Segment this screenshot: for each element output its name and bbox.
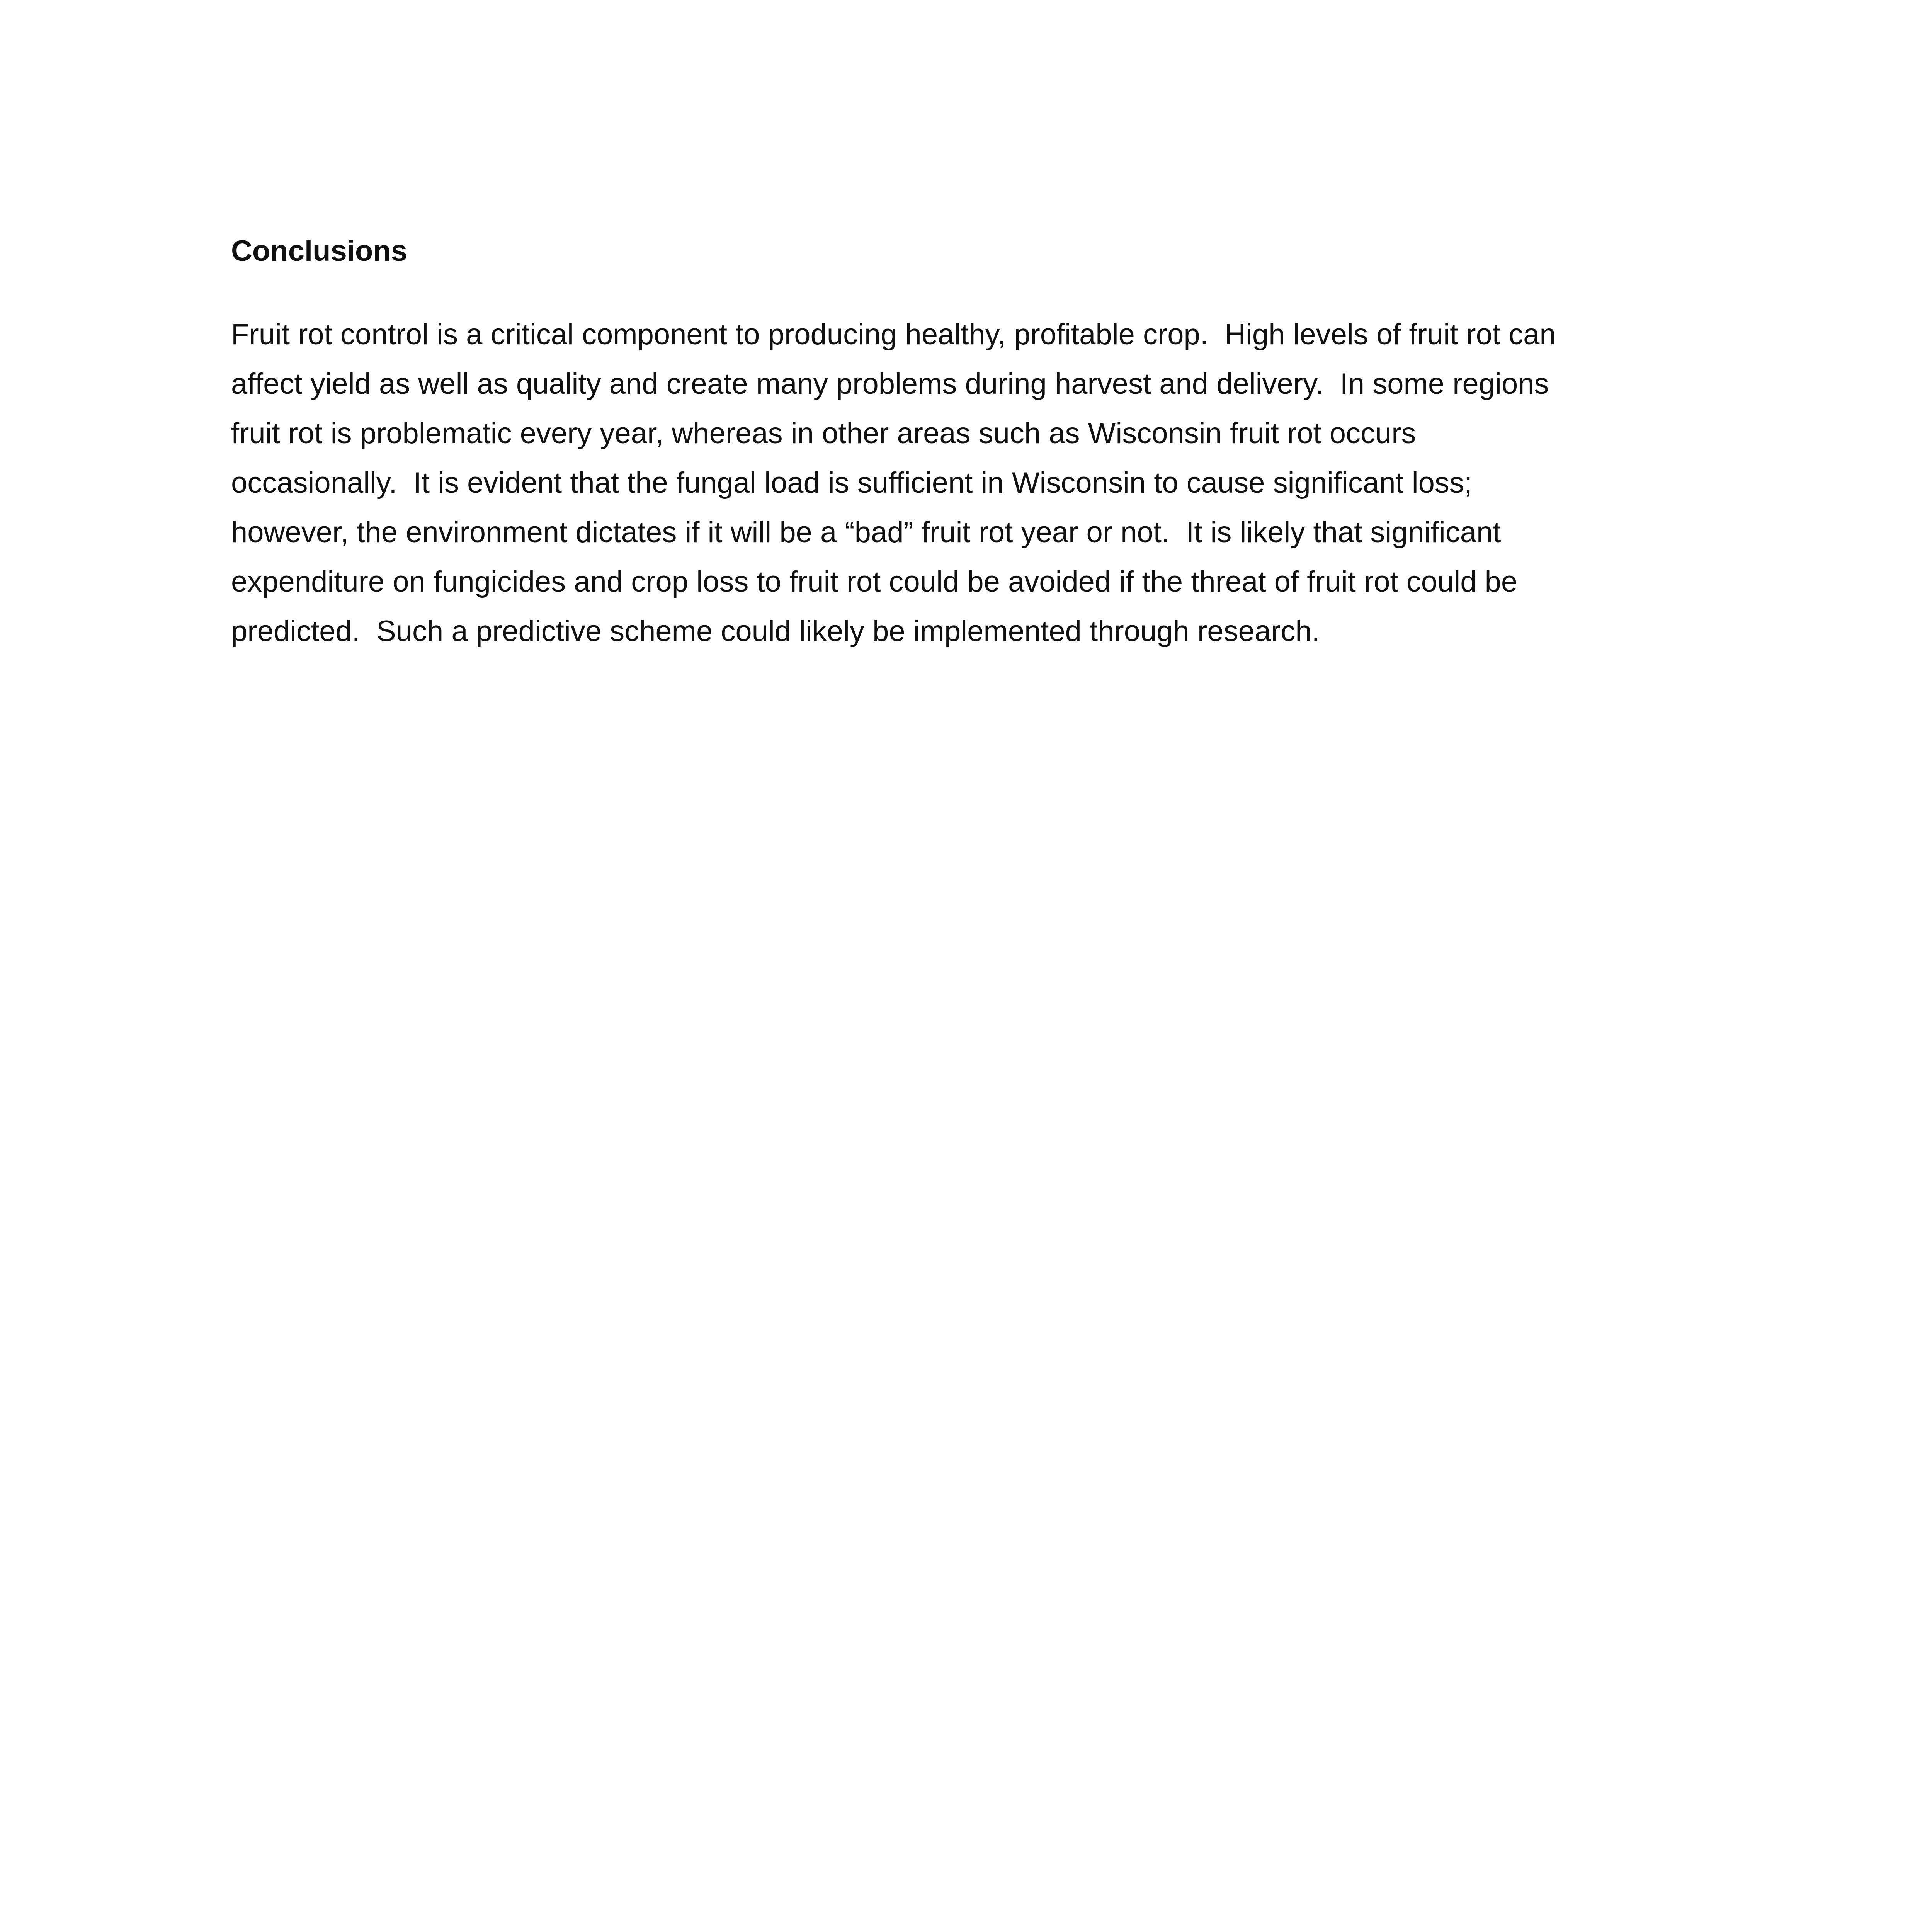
paragraph-line: affect yield as well as quality and create many problems during harvest and delivery. In some regions — [231, 367, 1549, 400]
paragraph-line: however, the environment dictates if it will be a “bad” fruit rot year or not. It is likely that significant — [231, 516, 1501, 549]
conclusions-paragraph — [231, 310, 1556, 656]
section-heading: Conclusions — [231, 235, 408, 267]
paragraph-line: predicted. Such a predictive scheme could likely be implemented through research. — [231, 615, 1320, 648]
paragraph-line: Fruit rot control is a critical component to producing healthy, profitable crop. High levels of fruit rot can — [231, 318, 1556, 351]
paragraph-line: expenditure on fungicides and crop loss to fruit rot could be avoided if the threat of fruit rot could be — [231, 565, 1518, 598]
paragraph-line: occasionally. It is evident that the fungal load is sufficient in Wisconsin to cause significant loss; — [231, 466, 1472, 499]
paragraph-line: fruit rot is problematic every year, whereas in other areas such as Wisconsin fruit rot occurs — [231, 417, 1416, 450]
main-content — [231, 228, 1738, 648]
